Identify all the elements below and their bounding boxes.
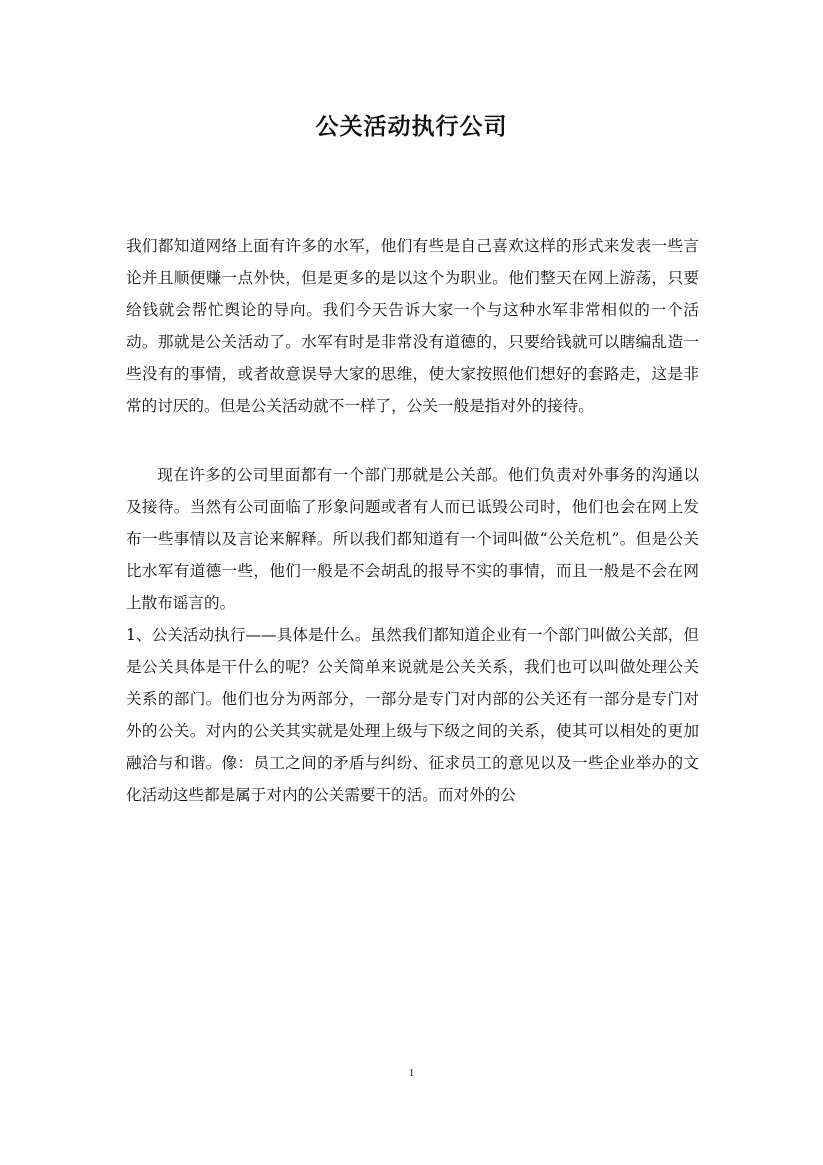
paragraph-pr-department: 现在许多的公司里面都有一个部门那就是公关部。他们负责对外事务的沟通以及接待。当然有公司面临了形象问题或者有人而已诋毁公司时，他们也会在网上发布一些事情以及言论来解释。所以我们都知道有一个词叫做“公关危机”。但是公关比水军有道德一些，他们一般是不会胡乱的报导不实的事情，而且一般是不会在网上散布谣言的。 bbox=[126, 466, 699, 612]
document-title: 公关活动执行公司 bbox=[315, 113, 508, 140]
document-body bbox=[126, 230, 699, 811]
paragraph-section-1: 1、公关活动执行——具体是什么。虽然我们都知道企业有一个部门叫做公关部，但是公关具体是干什么的呢？公关简单来说就是公关关系，我们也可以叫做处理公关关系的部门。他们也分为两部分，一部分是专门对内部的公关还有一部分是专门对外的公关。对内的公关其实就是处理上级与下级之间的关系，使其可以相处的更加融洽与和谐。像：员工之间的矛盾与纠纷、征求员工的意见以及一些企业举办的文化活动这些都是属于对内的公关需要干的活。而对外的公 bbox=[126, 626, 699, 804]
paragraph-intro: 我们都知道网络上面有许多的水军，他们有些是自己喜欢这样的形式来发表一些言论并且顺便赚一点外快，但是更多的是以这个为职业。他们整天在网上游荡，只要给钱就会帮忙舆论的导向。我们今天告诉大家一个与这种水军非常相似的一个活动。那就是公关活动了。水军有时是非常没有道德的，只要给钱就可以瞎编乱造一些没有的事情，或者故意误导大家的思维，使大家按照他们想好的套路走，这是非常的讨厌的。但是公关活动就不一样了，公关一般是指对外的接待。 bbox=[126, 237, 699, 415]
page-number: 1 bbox=[408, 1067, 415, 1079]
